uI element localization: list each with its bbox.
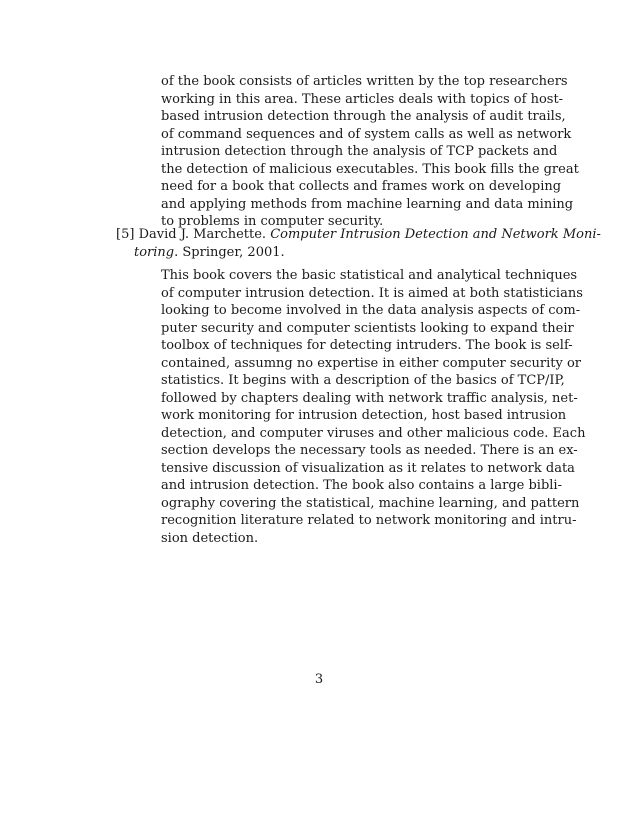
text-line: work monitoring for intrusion detection, host based intrusion — [161, 408, 567, 423]
text-line: section develops the necessary tools as needed. There is an ex- — [161, 443, 578, 458]
text-line: tensive discussion of visualization as it relates to network data — [161, 460, 575, 476]
text-line: of computer intrusion detection. It is aimed at both statisticians — [161, 285, 583, 301]
text-line: of the book consists of articles written by the top researchers — [161, 74, 568, 89]
reference-entry — [116, 226, 601, 261]
text-line: to problems in computer security. — [161, 214, 384, 229]
text-line: puter security and computer scientists looking to expand their — [161, 320, 574, 336]
reference-line-2 — [116, 244, 525, 262]
reference-number: [5] — [116, 227, 135, 242]
text-line: based intrusion detection through the analysis of audit trails, — [161, 109, 566, 124]
text-line: followed by chapters dealing with network traffic analysis, net- — [161, 390, 578, 406]
reference-publisher: . Springer, 2001. — [174, 244, 285, 260]
reference-title-continued: toring — [134, 244, 175, 260]
reference-annotation — [161, 267, 586, 547]
reference-author: David J. Marchette. — [138, 227, 267, 242]
text-line: recognition literature related to network monitoring and intru- — [161, 513, 577, 528]
reference-line-1 — [116, 226, 601, 244]
text-line: of command sequences and of system calls as well as network — [161, 126, 572, 142]
text-line: contained, assumng no expertise in either computer security or — [161, 355, 582, 371]
text-line: This book covers the basic statistical and analytical techniques — [161, 268, 578, 283]
text-line: the detection of malicious executables. This book fills the great — [161, 161, 579, 177]
text-line: and applying methods from machine learning and data mining — [161, 196, 574, 212]
text-line: intrusion detection through the analysis of TCP packets and — [161, 144, 558, 159]
reference-title: Computer Intrusion Detection and Network Moni- — [270, 227, 601, 242]
text-line: working in this area. These articles deals with topics of host- — [161, 91, 564, 107]
text-line: and intrusion detection. The book also contains a large bibli- — [161, 478, 562, 493]
text-line: ography covering the statistical, machine learning, and pattern — [161, 495, 580, 511]
text-line: sion detection. — [161, 530, 259, 546]
paragraph-continuation — [161, 73, 579, 231]
page-number: 3 — [314, 672, 324, 687]
text-line: toolbox of techniques for detecting intruders. The book is self- — [161, 338, 573, 353]
text-line: need for a book that collects and frames work on developing — [161, 179, 562, 194]
text-line: looking to become involved in the data analysis aspects of com- — [161, 303, 581, 318]
text-line: detection, and computer viruses and other malicious code. Each — [161, 425, 586, 441]
text-line: statistics. It begins with a description of the basics of TCP/IP, — [161, 373, 565, 388]
